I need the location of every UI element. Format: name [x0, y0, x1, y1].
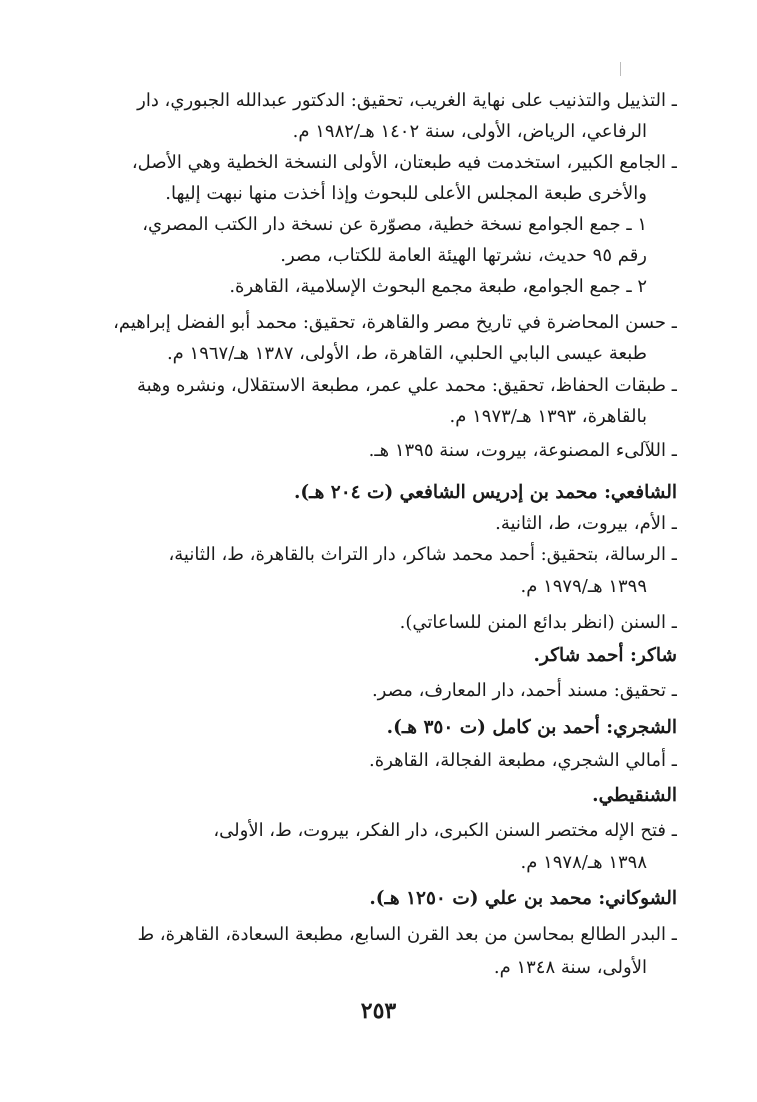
bibliography-line: ـ حسن المحاضرة في تاريخ مصر والقاهرة، تحقيق: محمد أبو الفضل إبراهيم، [113, 312, 677, 333]
bibliography-line: ١ ـ جمع الجوامع نسخة خطية، مصوّرة عن نسخة دار الكتب المصري، [142, 214, 647, 235]
bibliography-line: ـ البدر الطالع بمحاسن من بعد القرن السابع، مطبعة السعادة، القاهرة، ط [137, 924, 677, 945]
bibliography-line: الرفاعي، الرياض، الأولى، سنة ١٤٠٢ هـ/١٩٨٢ م. [292, 121, 647, 142]
bibliography-line: طبعة عيسى البابي الحلبي، القاهرة، ط، الأولى، ١٣٨٧ هـ/١٩٦٧ م. [166, 343, 647, 364]
bibliography-line: ـ الأم، بيروت، ط، الثانية. [495, 513, 677, 534]
bibliography-line: ١٣٩٨ هـ/١٩٧٨ م. [520, 852, 647, 873]
bibliography-line: بالقاهرة، ١٣٩٣ هـ/١٩٧٣ م. [449, 406, 647, 427]
author-heading: شاكر: أحمد شاكر. [533, 645, 677, 666]
bibliography-line: ـ الرسالة، بتحقيق: أحمد محمد شاكر، دار التراث بالقاهرة، ط، الثانية، [168, 544, 677, 565]
bibliography-line: الأولى، سنة ١٣٤٨ م. [493, 957, 647, 978]
author-heading: الشوكاني: محمد بن علي (ت ١٢٥٠ هـ). [369, 888, 677, 909]
bibliography-line: ـ فتح الإله مختصر السنن الكبرى، دار الفكر، بيروت، ط، الأولى، [213, 820, 677, 841]
bibliography-line: ـ تحقيق: مسند أحمد، دار المعارف، مصر. [371, 680, 677, 701]
author-heading: الشافعي: محمد بن إدريس الشافعي (ت ٢٠٤ هـ). [293, 482, 677, 503]
page-number: ٢٥٣ [360, 998, 397, 1024]
bibliography-line: رقم ٩٥ حديث، نشرتها الهيئة العامة للكتاب، مصر. [280, 245, 647, 266]
bibliography-line: ٢ ـ جمع الجوامع، طبعة مجمع البحوث الإسلامية، القاهرة. [229, 276, 647, 297]
bibliography-line: والأخرى طبعة المجلس الأعلى للبحوث وإذا أخذت منها نبهت إليها. [165, 183, 647, 204]
bibliography-line: ـ الجامع الكبير، استخدمت فيه طبعتان، الأولى النسخة الخطية وهي الأصل، [131, 152, 677, 173]
author-heading: الشجري: أحمد بن كامل (ت ٣٥٠ هـ). [386, 717, 677, 738]
bibliography-line: ـ السنن (انظر بدائع المنن للساعاتي). [399, 612, 677, 633]
bibliography-line: ـ التذييل والتذنيب على نهاية الغريب، تحقيق: الدكتور عبدالله الجبوري، دار [137, 90, 677, 111]
bibliography-line: ١٣٩٩ هـ/١٩٧٩ م. [520, 576, 647, 597]
bibliography-line: ـ اللآلىء المصنوعة، بيروت، سنة ١٣٩٥ هـ. [368, 440, 677, 461]
scan-mark [620, 62, 621, 76]
author-heading: الشنقيطي. [592, 785, 677, 806]
bibliography-line: ـ أمالي الشجري، مطبعة الفجالة، القاهرة. [369, 750, 677, 771]
bibliography-line: ـ طبقات الحفاظ، تحقيق: محمد علي عمر، مطبعة الاستقلال، ونشره وهبة [137, 375, 677, 396]
